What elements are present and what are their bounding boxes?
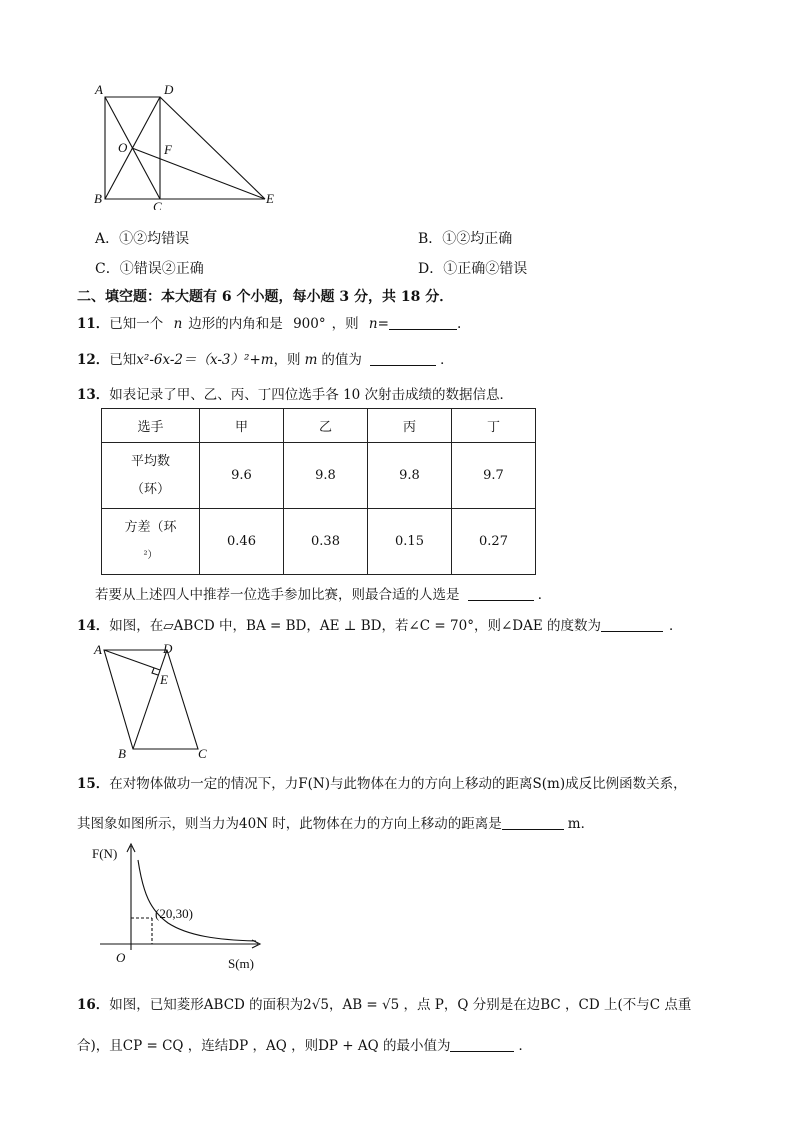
fig1-label-a: A xyxy=(95,82,103,97)
fig1-label-e: E xyxy=(266,191,274,206)
graph-point-label: (20,30) xyxy=(155,906,193,921)
q14-text: 如图，在▱ABCD 中，BA = BD，AE ⊥ BD，若∠C = 70°，则∠DAE 的度数为 xyxy=(109,618,601,634)
table-row xyxy=(102,509,536,575)
table-header-cell: 丙 xyxy=(368,409,452,443)
q15-unit: m． xyxy=(567,816,595,832)
q16-line1: 如图，已知菱形ABCD 的面积为2√5，AB = √5 ，点 P，Q 分别是在边BC ，CD 上(不与C 点重 xyxy=(109,997,692,1013)
question-15-line2 xyxy=(77,812,594,832)
q13-end: ． xyxy=(537,587,552,603)
q15-line2: 其图象如图所示，则当力为40N 时，此物体在力的方向上移动的距离是 xyxy=(77,816,502,832)
q13-text: 如表记录了甲、乙、丙、丁四位选手各 10 次射击成绩的数据信息． xyxy=(109,387,514,403)
question-12 xyxy=(77,348,454,368)
row-label-mean xyxy=(102,443,200,509)
q12-text3: 的值为 xyxy=(321,352,362,368)
q11-eq: = xyxy=(377,316,389,332)
q11-answer-blank[interactable] xyxy=(389,316,457,331)
table-cell: 0.27 xyxy=(452,509,536,575)
table-header-row xyxy=(102,409,536,443)
q16-line2: 合)，且CP = CQ ，连结DP ，AQ ，则DP + AQ 的最小值为 xyxy=(77,1038,451,1054)
q16-answer-blank[interactable] xyxy=(450,1038,514,1053)
q12-expression: x²-6x-2＝（x-3）²+m xyxy=(136,352,274,368)
q12-text1: 已知 xyxy=(109,352,137,368)
question-16-line2 xyxy=(77,1034,532,1054)
q12-text2: ，则 xyxy=(273,352,301,368)
figure-rectangle-abcd xyxy=(85,80,385,210)
question-11: 11．已知一个 n 边形的内角和是 900° ，则 n= . xyxy=(77,316,462,332)
table-cell: 9.8 xyxy=(368,443,452,509)
question-15-line1 xyxy=(77,772,687,792)
q13-after-text: 若要从上述四人中推荐一位选手参加比赛，则最合适的人选是 xyxy=(95,587,460,603)
fig1-label-f: F xyxy=(164,142,172,157)
q14-number: 14． xyxy=(77,618,110,634)
question-14 xyxy=(77,614,682,634)
q12-m: m xyxy=(304,352,318,368)
table-header-cell: 乙 xyxy=(284,409,368,443)
table-cell: 9.7 xyxy=(452,443,536,509)
q12-number: 12． xyxy=(77,352,110,368)
option-c[interactable]: C．①错误②正确 xyxy=(95,261,204,277)
table-header-cell: 丁 xyxy=(452,409,536,443)
question-13 xyxy=(77,383,513,403)
row-label-mean-line1: 平均数 xyxy=(130,453,170,469)
graph-ylabel: F(N) xyxy=(92,846,118,861)
q11-n2: n xyxy=(368,316,378,332)
q13-answer-blank[interactable] xyxy=(468,587,534,602)
table-cell: 0.46 xyxy=(200,509,284,575)
table-header-cell: 选手 xyxy=(102,409,200,443)
fig1-label-b: B xyxy=(94,191,102,206)
q11-value: 900° xyxy=(293,316,326,332)
q14-answer-blank[interactable] xyxy=(601,618,663,633)
question-16-line1 xyxy=(77,993,691,1013)
table-cell: 9.8 xyxy=(284,443,368,509)
q11-n: n xyxy=(173,316,183,332)
q11-number: 11． xyxy=(77,316,110,332)
q11-text3: ，则 xyxy=(331,316,359,332)
q12-answer-blank[interactable] xyxy=(370,352,436,367)
row-label-variance-line2: ²） xyxy=(143,549,158,561)
option-b[interactable]: B．①②均正确 xyxy=(418,231,513,247)
q14-end: ． xyxy=(668,618,683,634)
row-label-variance-line1: 方差（环 xyxy=(124,519,177,535)
q13-followup xyxy=(95,583,551,603)
q15-answer-blank[interactable] xyxy=(502,816,564,831)
option-d[interactable]: D．①正确②错误 xyxy=(418,261,528,277)
section-heading: 二、填空题：本大题有 6 个小题，每小题 3 分，共 18 分． xyxy=(77,289,454,305)
q13-number: 13． xyxy=(77,387,110,403)
figure-parallelogram xyxy=(90,640,230,760)
q16-number: 16． xyxy=(77,997,110,1013)
table-cell: 9.6 xyxy=(200,443,284,509)
fig2-label-a: A xyxy=(94,642,102,657)
fig1-label-c: C xyxy=(153,199,162,210)
q12-end: ． xyxy=(440,352,454,368)
row-label-variance xyxy=(102,509,200,575)
fig2-label-d: D xyxy=(163,641,173,656)
fig1-label-d: D xyxy=(164,82,174,97)
q11-text2: 边形的内角和是 xyxy=(188,316,283,332)
fig2-label-b: B xyxy=(118,746,126,760)
score-table xyxy=(101,408,536,575)
q15-number: 15． xyxy=(77,776,110,792)
q15-line1: 在对物体做功一定的情况下，力F(N)与此物体在力的方向上移动的距离S(m)成反比例函数关系， xyxy=(109,776,687,792)
graph-origin: O xyxy=(116,950,126,965)
q11-text1: 已知一个 xyxy=(109,316,164,332)
row-label-mean-line2: （环） xyxy=(130,481,170,497)
fig1-label-o: O xyxy=(118,140,128,155)
figure-inverse-graph xyxy=(88,838,278,978)
graph-xlabel: S(m) xyxy=(228,956,254,971)
option-a[interactable]: A．①②均错误 xyxy=(95,231,190,247)
table-cell: 0.38 xyxy=(284,509,368,575)
fig2-label-e: E xyxy=(160,672,168,687)
table-header-cell: 甲 xyxy=(200,409,284,443)
table-cell: 0.15 xyxy=(368,509,452,575)
fig2-label-c: C xyxy=(198,746,207,760)
table-row xyxy=(102,443,536,509)
q16-end: ． xyxy=(518,1038,532,1054)
